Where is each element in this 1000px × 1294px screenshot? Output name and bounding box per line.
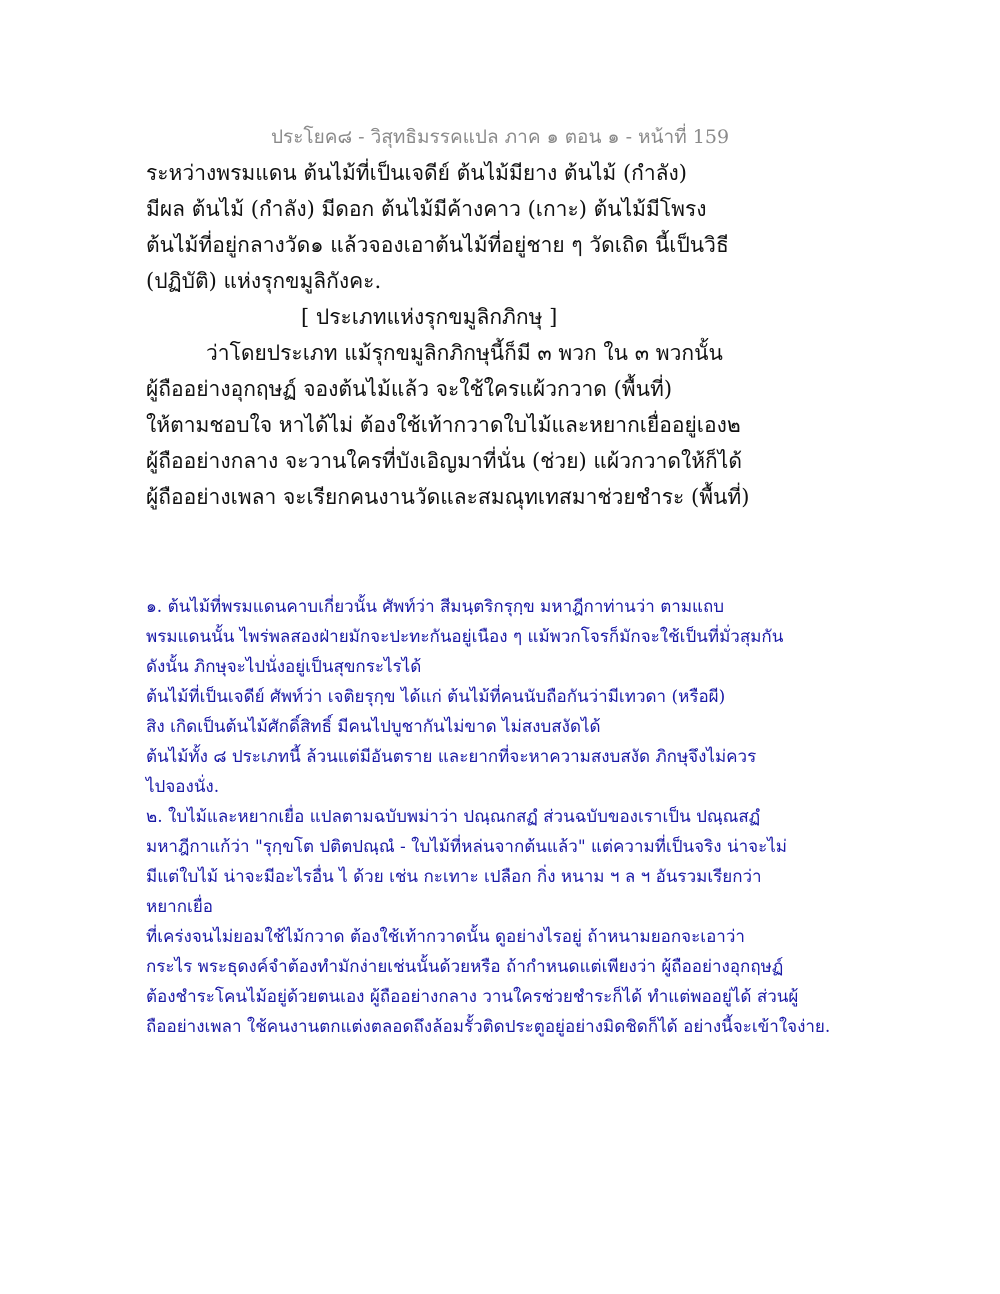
footnote-line: หยากเยื่อ xyxy=(146,897,213,917)
body-line: ระหว่างพรมแดน ต้นไม้ที่เป็นเจดีย์ ต้นไม้มียาง ต้นไม้ (กำลัง) xyxy=(146,161,687,185)
footnote-line: ถืออย่างเพลา ใช้คนงานตกแต่งตลอดถึงล้อมรั้วติดประตูอยู่อย่างมิดชิดก็ได้ อย่างนี้จะเข้าใจง่าย. xyxy=(146,1017,831,1037)
body-line: ผู้ถืออย่างกลาง จะวานใครที่บังเอิญมาที่นั่น (ช่วย) แผ้วกวาดให้ก็ได้ xyxy=(146,449,742,473)
footnote-line: มีแต่ใบไม้ น่าจะมีอะไรอื่น ไ ด้วย เช่น กะเทาะ เปลือก กิ่ง หนาม ฯ ล ฯ อันรวมเรียกว่า xyxy=(146,867,762,887)
main-text xyxy=(146,155,866,515)
footnote-line: ดังนั้น ภิกษุจะไปนั่งอยู่เป็นสุขกระไรได้ xyxy=(146,657,422,677)
body-line: ผู้ถืออย่างอุกฤษฏ์ จองต้นไม้แล้ว จะใช้ใครแผ้วกวาด (พื้นที่) xyxy=(146,377,673,401)
footnote-line: มหาฎีกาแก้ว่า "รุกฺขโต ปติตปณฺณํ - ใบไม้ที่หล่นจากต้นแล้ว" แต่ความที่เป็นจริง น่าจะไม่ xyxy=(146,837,787,857)
footnote-line: ไปจองนั่ง. xyxy=(146,777,220,797)
running-header: ประโยค๘ - วิสุทธิมรรคแปล ภาค ๑ ตอน ๑ - หน้าที่ 159 xyxy=(270,126,730,148)
footnote-line: ต้นไม้ทั้ง ๘ ประเภทนี้ ล้วนแต่มีอันตราย และยากที่จะหาความสงบสงัด ภิกษุจึงไม่ควร xyxy=(146,747,757,767)
footnotes xyxy=(146,592,866,1042)
footnote-line: ต้องชำระโคนไม้อยู่ด้วยตนเอง ผู้ถืออย่างกลาง วานใครช่วยชำระก็ได้ ทำแต่พออยู่ได้ ส่วนผู้ xyxy=(146,987,799,1007)
body-line: ว่าโดยประเภท แม้รุกขมูลิกภิกษุนี้ก็มี ๓ พวก ใน ๓ พวกนั้น xyxy=(206,341,723,365)
body-line: ต้นไม้ที่อยู่กลางวัด๑ แล้วจองเอาต้นไม้ที่อยู่ชาย ๆ วัดเถิด นี้เป็นวิธี xyxy=(146,233,729,257)
footnote-line: ที่เคร่งจนไม่ยอมใช้ไม้กวาด ต้องใช้เท้ากวาดนั้น ดูอย่างไรอยู่ ถ้าหนามยอกจะเอาว่า xyxy=(146,927,745,947)
footnote-line: ต้นไม้ที่เป็นเจดีย์ ศัพท์ว่า เจติยรุกฺข ได้แก่ ต้นไม้ที่คนนับถือกันว่ามีเทวดา (หรือผี) xyxy=(146,687,726,707)
section-heading: [ ประเภทแห่งรุกขมูลิกภิกษุ ] xyxy=(301,305,558,329)
body-line: ให้ตามชอบใจ หาได้ไม่ ต้องใช้เท้ากวาดใบไม้และหยากเยื่ออยู่เอง๒ xyxy=(146,413,741,437)
footnote-line: ๑. ต้นไม้ที่พรมแดนคาบเกี่ยวนั้น ศัพท์ว่า สีมนฺตริกรุกฺข มหาฎีกาท่านว่า ตามแถบ xyxy=(146,597,725,617)
footnote-line: สิง เกิดเป็นต้นไม้ศักดิ์สิทธิ์ มีคนไปบูชากันไม่ขาด ไม่สงบสงัดได้ xyxy=(146,717,601,737)
body-line: (ปฏิบัติ) แห่งรุกขมูลิกังคะ. xyxy=(146,269,382,293)
body-line: ผู้ถืออย่างเพลา จะเรียกคนงานวัดและสมณุทเทสมาช่วยชำระ (พื้นที่) xyxy=(146,485,750,509)
body-line: มีผล ต้นไม้ (กำลัง) มีดอก ต้นไม้มีค้างคาว (เกาะ) ต้นไม้มีโพรง xyxy=(146,197,707,221)
footnote-line: ๒. ใบไม้และหยากเยื่อ แปลตามฉบับพม่าว่า ปณฺณกสฏํ ส่วนฉบับของเราเป็น ปณฺณสฏํ xyxy=(146,807,761,827)
footnote-line: พรมแดนนั้น ไพร่พลสองฝ่ายมักจะปะทะกันอยู่เนือง ๆ แม้พวกโจรก็มักจะใช้เป็นที่มั่วสุมกัน xyxy=(146,627,784,647)
footnote-line: กระไร พระธุดงค์จำต้องทำมักง่ายเช่นนั้นด้วยหรือ ถ้ากำหนดแต่เพียงว่า ผู้ถืออย่างอุกฤษฏ์ xyxy=(146,957,784,977)
